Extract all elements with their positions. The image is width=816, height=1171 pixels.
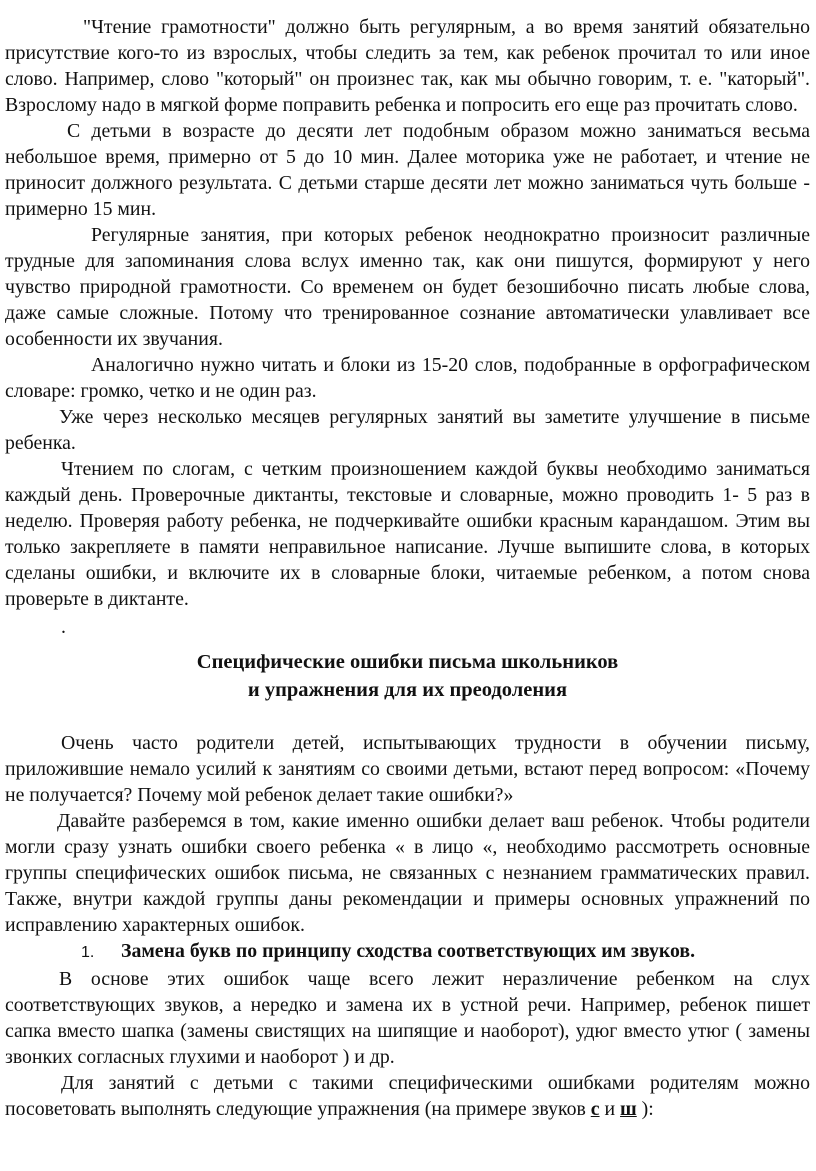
numbered-item-text: Замена букв по принципу сходства соответствующих им звуков. — [121, 940, 696, 962]
section-heading-line-2: и упражнения для их преодоления — [247, 679, 568, 701]
paragraph-word-blocks: Аналогично нужно читать и блоки из 15-20 слов, подобранные в орфографическом словаре: громко, четко и не один раз. — [5, 354, 810, 402]
exercises-intro-end: ): — [636, 1098, 654, 1120]
numbered-item-heading — [81, 938, 810, 966]
section-heading-line-1: Специфические ошибки письма школьников — [196, 651, 619, 673]
paragraph-improvement: Уже через несколько месяцев регулярных занятий вы заметите улучшение в письме ребенка. — [5, 406, 810, 454]
paragraph-children-under-ten: С детьми в возрасте до десяти лет подобным образом можно заниматься весьма небольшое время, примерно от 5 до 10 мин. Далее моторика уже не работает, и чтение не приносит должного результата. С детьми старше десяти лет можно заниматься чуть больше - примерно 15 мин. — [5, 120, 810, 220]
heading-spacer — [5, 704, 810, 730]
paragraph-exercises-intro — [5, 1070, 810, 1122]
sound-sh: ш — [620, 1098, 637, 1120]
section-heading — [5, 648, 810, 704]
exercises-intro-text: Для занятий с детьми с такими специфическими ошибками родителям можно посоветовать выполнять следующие упражнения (на примере звуков — [5, 1072, 810, 1120]
paragraph-sound-substitution: В основе этих ошибок чаще всего лежит неразличение ребенком на слух соответствующих звуков, а нередко и замена их в устной речи. Например, ребенок пишет сапка вместо шапка (замены свистящих на шипящие и наоборот), удюг вместо утюг ( замены звонких согласных глухими и наоборот ) и др. — [5, 968, 810, 1068]
paragraph-error-groups: Давайте разберемся в том, какие именно ошибки делает ваш ребенок. Чтобы родители могли сразу узнать ошибки своего ребенка « в лицо «, необходимо рассмотреть основные группы специфических ошибок письма, не связанных с незнанием грамматических правил. Также, внутри каждой группы даны рекомендации и примеры основных упражнений по исправлению характерных ошибок. — [5, 810, 810, 936]
paragraph-syllable-reading: Чтением по слогам, с четким произношением каждой буквы необходимо заниматься каждый день. Проверочные диктанты, текстовые и словарные, можно проводить 1- 5 раз в неделю. Проверяя работу ребенка, не подчеркивайте ошибки красным карандашом. Этим вы только закрепляете в памяти неправильное написание. Лучше выпишите слова, в которых сделаны ошибки, и включите их в словарные блоки, читаемые ребенком, а потом снова проверьте в диктанте. — [5, 458, 810, 610]
sound-s: с — [590, 1098, 600, 1120]
paragraph-regular-lessons: Регулярные занятия, при которых ребенок неоднократно произносит различные трудные для запоминания слова вслух именно так, как они пишутся, формируют у него чувство природной грамотности. Со временем он будет безошибочно писать любые слова, даже самые сложные. Потому что тренированное сознание автоматически улавливает все особенности их звучания. — [5, 224, 810, 350]
paragraph-parents-question: Очень часто родители детей, испытывающих трудности в обучении письму, приложившие немало усилий к занятиям со своими детьми, встают перед вопросом: «Почему не получается? Почему мой ребенок делает такие ошибки?» — [5, 732, 810, 806]
stray-dot: . — [61, 616, 66, 638]
sound-conjunction: и — [599, 1098, 621, 1120]
paragraph-reading-literacy: "Чтение грамотности" должно быть регулярным, а во время занятий обязательно присутствие кого-то из взрослых, чтобы следить за тем, как ребенок прочитал то или иное слово. Например, слово "который" он произнес так, как мы обычно говорим, т. е. "каторый". Взрослому надо в мягкой форме поправить ребенка и попросить его еще раз прочитать слово. — [5, 16, 810, 116]
list-number: 1. — [81, 944, 95, 961]
